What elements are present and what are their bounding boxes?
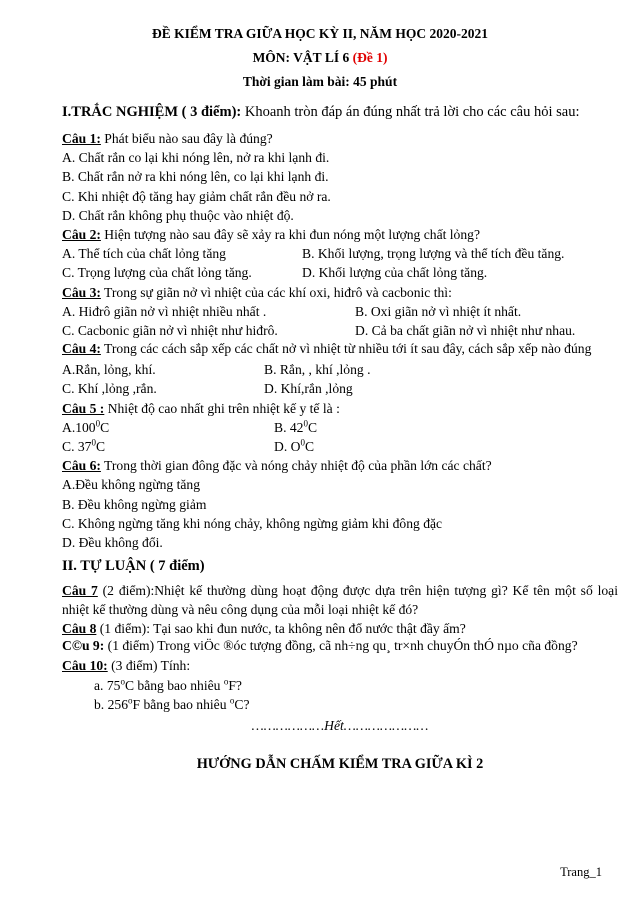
question-10-part-b	[62, 695, 618, 714]
question-7-text: :Nhiệt kế thường dùng hoạt động được dựa trên hiện tượng gì? Kể tên một số loại nhiệt kế thường dùng và nêu công dụng của mỗi loại nhiệt kế đó?	[62, 583, 618, 618]
degree-mark: 0	[300, 437, 305, 448]
question-6	[62, 456, 618, 475]
unit: C	[307, 419, 318, 435]
section-1-header	[62, 102, 618, 123]
question-1-option-a: A. Chất rắn co lại khi nóng lên, nở ra khi lạnh đi.	[62, 150, 330, 166]
part-text: F bằng bao nhiêu	[132, 696, 230, 712]
question-6-option-b: B. Đều không ngừng giảm	[62, 496, 207, 512]
degree-mark: 0	[91, 437, 96, 448]
exam-title: ĐỀ KIỂM TRA GIỮA HỌC KỲ II, NĂM HỌC 2020-2021	[151, 26, 489, 41]
question-1-label: Câu 1:	[62, 131, 101, 146]
question-2-options-row-2	[62, 263, 618, 282]
question-2	[62, 225, 618, 244]
question-9-label: C©u 9:	[62, 638, 105, 654]
question-3-option-a: A. Hiđrô giãn nở vì nhiệt nhiều nhất .	[62, 303, 267, 319]
question-7	[62, 581, 618, 619]
question-2-option-b: B. Khối lượng, trọng lượng và thể tích đều tăng.	[302, 246, 565, 262]
question-8-points: (1 điểm)	[96, 621, 147, 637]
degree-mark: 0	[303, 418, 308, 429]
option-a-value: A.100	[62, 419, 96, 435]
question-2-label: Câu 2:	[62, 227, 101, 243]
question-7-points: (2 điểm)	[97, 583, 151, 599]
question-9-text: (1 điểm) Trong viÖc ®óc tượng đồng, cã nh÷ng qu¸ tr×nh chuyÓn thÓ nµo cña đồng?	[104, 638, 578, 654]
question-5-label: Câu 5 :	[62, 400, 105, 416]
question-9	[62, 638, 618, 654]
exam-subject	[0, 50, 640, 66]
question-1	[62, 129, 618, 148]
question-4-option-b: B. Rắn, , khí ,lỏng .	[264, 362, 371, 378]
question-2-text: Hiện tượng nào sau đây sẽ xảy ra khi đun nóng một lượng chất lỏng?	[100, 227, 480, 243]
question-8-text: : Tại sao khi đun nước, ta không nên đổ nước thật đầy ấm?	[146, 621, 466, 637]
question-10-label: Câu 10:	[62, 658, 108, 674]
exam-content	[62, 102, 618, 774]
question-10	[62, 656, 618, 675]
question-6-option-a: A.Đều không ngừng tăng	[62, 477, 201, 493]
question-3	[62, 283, 618, 302]
question-5-option-b	[274, 418, 317, 437]
unit: C	[100, 419, 110, 435]
question-4-options-row-2	[62, 379, 618, 398]
exam-duration: Thời gian làm bài: 45 phút	[242, 74, 398, 89]
part-label: b.	[94, 696, 105, 712]
question-3-text: Trong sự giãn nở vì nhiệt của các khí oxi, hiđrô và cacbonic thì:	[100, 284, 452, 300]
section-1-title: I.TRẮC NGHIỆM ( 3 điểm):	[62, 104, 242, 120]
degree-mark: o	[223, 676, 229, 687]
part-label: a.	[94, 677, 104, 693]
unit: C	[95, 439, 106, 455]
question-8	[62, 619, 618, 638]
exam-version: (Đề 1)	[352, 50, 388, 65]
question-6-label: Câu 6:	[62, 458, 101, 474]
question-4-options-row-1	[62, 360, 618, 379]
question-5-option-c	[62, 437, 274, 456]
question-2-options-row-1	[62, 244, 618, 263]
question-4	[62, 341, 618, 357]
question-1-text: Phát biểu nào sau đây là đúng?	[100, 131, 273, 146]
question-4-option-a: A.Rắn, lỏng, khí.	[62, 362, 156, 378]
section-2-title: II. TỰ LUẬN ( 7 điểm)	[62, 558, 205, 575]
question-3-options-row-1	[62, 302, 618, 321]
part-value: 256	[104, 696, 128, 712]
part-text: C bằng bao nhiêu	[124, 677, 224, 693]
question-5-options-row-1	[62, 418, 618, 437]
question-2-option-c: C. Trọng lượng của chất lỏng tăng.	[62, 265, 252, 281]
question-5-option-d	[274, 437, 314, 456]
question-6-text: Trong thời gian đông đặc và nóng chảy nhiệt độ của phần lớn các chất?	[100, 458, 492, 474]
question-5	[62, 399, 618, 418]
degree-mark: o	[229, 695, 235, 706]
question-1-option-b: B. Chất rắn nở ra khi nóng lên, co lại khi lạnh đi.	[62, 169, 329, 185]
part-unit: F?	[228, 677, 242, 693]
question-3-option-c: C. Cacbonic giãn nở vì nhiệt như hiđrô.	[62, 323, 278, 339]
page-number: Trang_1	[560, 865, 602, 879]
end-of-exam-line: ………………Hết…………………	[251, 718, 429, 734]
degree-mark: 0	[95, 418, 101, 429]
question-10-text: (3 điểm) Tính:	[107, 658, 191, 674]
option-d-value: D. O	[274, 439, 301, 455]
part-unit: C?	[234, 696, 250, 712]
degree-mark: o	[128, 695, 133, 706]
question-8-label: Câu 8	[62, 621, 97, 637]
question-5-options-row-2	[62, 437, 618, 456]
question-2-option-a: A. Thể tích của chất lỏng tăng	[62, 246, 226, 262]
question-3-options-row-2	[62, 321, 618, 340]
question-4-text: Trong các cách sắp xếp các chất nở vì nhiệt từ nhiều tới ít sau đây, cách sắp xếp nào đúng	[100, 341, 592, 357]
question-5-option-a	[62, 418, 274, 437]
question-4-option-c: C. Khí ,lỏng ,rắn.	[62, 381, 157, 397]
question-1-option-c: C. Khi nhiệt độ tăng hay giảm chất rắn đều nở ra.	[62, 188, 331, 204]
section-1-instruction: Khoanh tròn đáp án đúng nhất trả lời cho các câu hỏi sau:	[241, 104, 580, 120]
unit: C	[304, 439, 315, 455]
question-10-part-a	[62, 676, 618, 695]
option-b-value: B. 42	[274, 419, 304, 435]
question-2-option-d: D. Khối lượng của chất lỏng tăng.	[302, 265, 488, 281]
question-6-option-d: D. Đều không đổi.	[62, 535, 163, 551]
option-c-value: C. 37	[62, 439, 92, 455]
question-3-option-d: D. Cả ba chất giãn nở vì nhiệt như nhau.	[355, 323, 576, 339]
question-3-option-b: B. Oxi giãn nở vì nhiệt ít nhất.	[355, 303, 522, 319]
question-7-label: Câu 7	[62, 583, 98, 599]
question-6-option-c: C. Không ngừng tăng khi nóng chảy, không ngừng giảm khi đông đặc	[62, 515, 443, 531]
subject-text: MÔN: VẬT LÍ 6	[252, 50, 353, 65]
question-5-text: Nhiệt độ cao nhất ghi trên nhiệt kế y tế là :	[104, 400, 340, 416]
question-4-option-d: D. Khí,rắn ,lỏng	[264, 381, 353, 397]
question-3-label: Câu 3:	[62, 284, 101, 300]
degree-mark: o	[120, 676, 125, 687]
part-value: 75	[103, 677, 121, 693]
grading-guide-title: HƯỚNG DẪN CHẤM KIỂM TRA GIỮA KÌ 2	[196, 756, 484, 773]
question-1-option-d: D. Chất rắn không phụ thuộc vào nhiệt độ.	[62, 207, 294, 223]
question-4-label: Câu 4:	[62, 341, 101, 357]
